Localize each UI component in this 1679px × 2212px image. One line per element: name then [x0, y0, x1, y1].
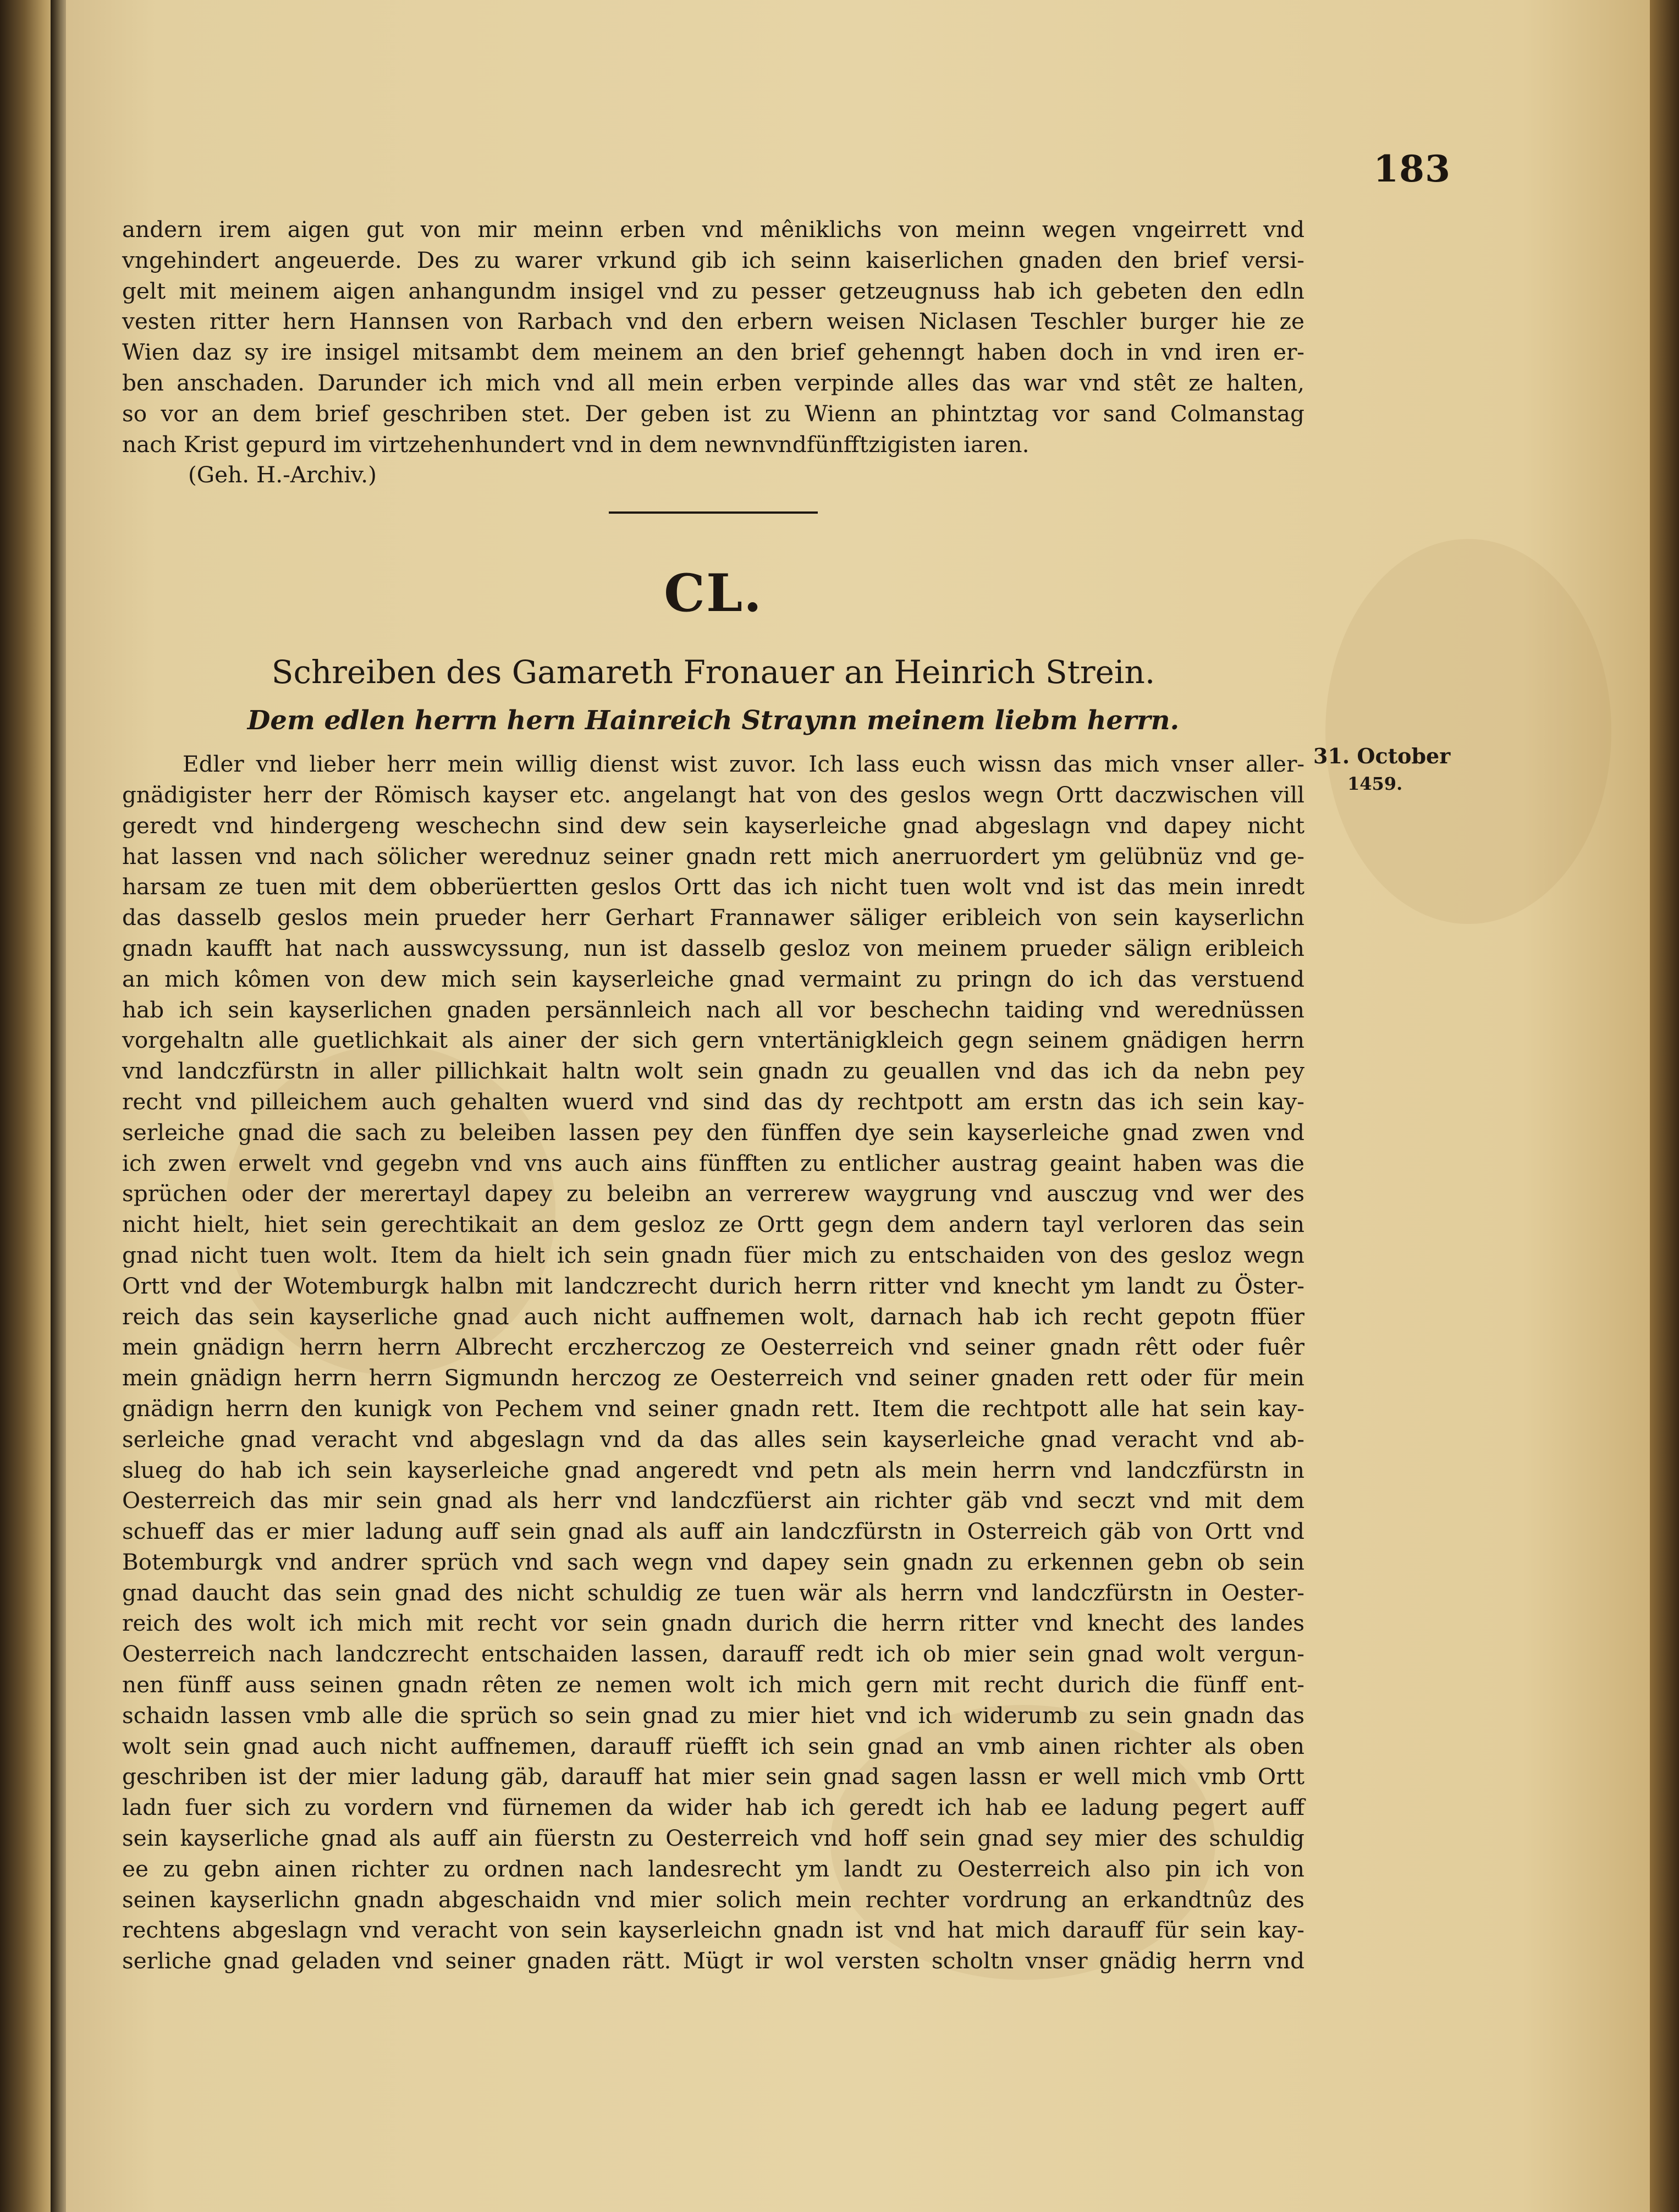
text-line: ich zwen erwelt vnd gegebn vnd vns auch ains fünfften zu entlicher austrag geaint haben was die: [122, 1149, 1304, 1176]
text-line: geredt vnd hindergeng weschechn sind dew sein kayserleiche gnad abgeslagn vnd dapey nicht: [122, 812, 1304, 839]
page-right-edge: [1650, 0, 1679, 2212]
paper-stain: [1325, 539, 1611, 924]
letter-body: [122, 749, 1304, 1977]
text-line: Ortt vnd der Wotemburgk halbn mit landczrecht durich herrn ritter vnd knecht ym landt zu Öster-: [122, 1272, 1304, 1299]
text-line: vngehindert angeuerde. Des zu warer vrkund gib ich seinn kaiserlichen gnaden den brief versi-: [122, 246, 1304, 273]
page-number: 183: [1373, 147, 1451, 190]
text-line: gnädign herrn den kunigk von Pechem vnd seiner gnadn rett. Item die rechtpott alle hat sein kay-: [122, 1395, 1304, 1422]
text-line: mein gnädign herrn herrn Albrecht erczherczog ze Oesterreich vnd seiner gnadn rêtt oder fuêr: [122, 1334, 1304, 1361]
text-line: sprüchen oder der merertayl dapey zu beleibn an verrerew waygrung vnd ausczug vnd wer des: [122, 1180, 1304, 1207]
text-line: serleiche gnad die sach zu beleiben lassen pey den fünffen dye sein kayserleiche gnad zwen vnd: [122, 1119, 1304, 1146]
text-line: gelt mit meinem aigen anhangundm insigel vnd zu pesser getzeugnuss hab ich gebeten den edln: [122, 277, 1304, 304]
letter-address: Dem edlen herrn hern Hainreich Straynn meinem liebm herrn.: [247, 705, 1180, 736]
text-block: [122, 214, 1304, 1977]
text-line: nicht hielt, hiet sein gerechtikait an dem gesloz ze Ortt gegn dem andern tayl verloren das sein: [122, 1211, 1304, 1238]
text-line: das dasselb geslos mein prueder herr Gerhart Frannawer säliger eribleich von sein kayserlichn: [122, 904, 1304, 931]
text-line: harsam ze tuen mit dem obberüertten geslos Ortt das ich nicht tuen wolt vnd ist das mein inredt: [122, 873, 1304, 900]
text-line: nach Krist gepurd im virtzehenhundert vnd in dem newnvndfünfftzigisten iaren.: [122, 431, 1030, 458]
text-line: Wien daz sy ire insigel mitsambt dem meinem an den brief gehenngt haben doch in vnd iren er-: [122, 339, 1304, 366]
text-line: ee zu gebn ainen richter zu ordnen nach landesrecht ym landt zu Oesterreich also pin ich von: [122, 1855, 1304, 1882]
text-line: gnädigister herr der Römisch kayser etc. angelangt hat von des geslos wegn Ortt daczwischen vill: [122, 781, 1304, 808]
text-line: slueg do hab ich sein kayserleiche gnad angeredt vnd petn als mein herrn vnd landczfürstn in: [122, 1456, 1304, 1483]
text-line: andern irem aigen gut von mir meinn erben vnd mêniklichs von meinn wegen vngeirrett vnd: [122, 216, 1304, 243]
document-title: Schreiben des Gamareth Fronauer an Heinrich Strein.: [271, 653, 1155, 691]
text-line: vorgehaltn alle guetlichkait als ainer der sich gern vntertänigkleich gegn seinem gnädigen herrn: [122, 1027, 1304, 1054]
text-line: Oesterreich das mir sein gnad als herr vnd landczfüerst ain richter gäb vnd seczt vnd mit dem: [122, 1487, 1304, 1514]
margin-date-year: 1459.: [1347, 773, 1403, 794]
text-line: wolt sein gnad auch nicht auffnemen, darauff rüefft ich sein gnad an vmb ainen richter als oben: [122, 1732, 1304, 1759]
text-line: vnd landczfürstn in aller pillichkait haltn wolt sein gnadn zu geuallen vnd das ich da nebn pey: [122, 1058, 1304, 1085]
source-reference: (Geh. H.-Archiv.): [188, 461, 377, 488]
text-line: rechtens abgeslagn vnd veracht von sein kayserleichn gnadn ist vnd hat mich darauff für sein kay-: [122, 1917, 1304, 1944]
text-line: gnadn kaufft hat nach ausswcyssung, nun ist dasselb gesloz von meinem prueder sälign eribleich: [122, 934, 1304, 961]
document-number: CL.: [664, 563, 763, 624]
text-line: Botemburgk vnd andrer sprüch vnd sach wegn vnd dapey sein gnadn zu erkennen gebn ob sein: [122, 1548, 1304, 1575]
text-line: schaidn lassen vmb alle die sprüch so sein gnad zu mier hiet vnd ich widerumb zu sein gnadn das: [122, 1702, 1304, 1729]
text-line: serleiche gnad veracht vnd abgeslagn vnd da das alles sein kayserleiche gnad veracht vnd ab-: [122, 1426, 1304, 1452]
text-line: sein kayserliche gnad als auff ain füerstn zu Oesterreich vnd hoff sein gnad sey mier des schuldig: [122, 1825, 1304, 1852]
text-line: schueff das er mier ladung auff sein gnad als auff ain landczfürstn in Osterreich gäb von Ortt vnd: [122, 1518, 1304, 1545]
text-line: reich das sein kayserliche gnad auch nicht auffnemen wolt, darnach hab ich recht gepotn ffüer: [122, 1303, 1304, 1330]
text-line: ladn fuer sich zu vordern vnd fürnemen da wider hab ich geredt ich hab ee ladung pegert auff: [122, 1794, 1304, 1821]
text-line: hat lassen vnd nach sölicher werednuz seiner gnadn rett mich anerruordert ym gelübnüz vnd ge-: [122, 843, 1304, 870]
text-line: recht vnd pilleichem auch gehalten wuerd vnd sind das dy rechtpott am erstn das ich sein kay-: [122, 1088, 1304, 1115]
text-line: reich des wolt ich mich mit recht vor sein gnadn durich die herrn ritter vnd knecht des landes: [122, 1610, 1304, 1637]
text-line: vesten ritter hern Hannsen von Rarbach vnd den erbern weisen Niclasen Teschler burger hie ze: [122, 308, 1304, 335]
margin-date-note: [1313, 742, 1450, 797]
text-line: gnad daucht das sein gnad des nicht schuldig ze tuen wär als herrn vnd landczfürstn in Oester-: [122, 1579, 1304, 1606]
text-line: so vor an dem brief geschriben stet. Der geben ist zu Wienn an phintztag vor sand Colmanstag: [122, 400, 1304, 427]
text-line: ben anschaden. Darunder ich mich vnd all mein erben verpinde alles das war vnd stêt ze halten,: [122, 369, 1304, 396]
margin-date-day: 31. October: [1313, 744, 1451, 768]
text-line: seinen kayserlichn gnadn abgeschaidn vnd mier solich mein rechter vordrung an erkandtnûz des: [122, 1886, 1304, 1913]
continuation-paragraph: [122, 214, 1304, 460]
text-line: geschriben ist der mier ladung gäb, darauff hat mier sein gnad sagen lassn er well mich vmb Ortt: [122, 1763, 1304, 1790]
text-line: mein gnädign herrn herrn Sigmundn herczog ze Oesterreich vnd seiner gnaden rett oder für mein: [122, 1364, 1304, 1391]
text-line: hab ich sein kayserlichen gnaden persännleich nach all vor beschechn taiding vnd werednüssen: [122, 996, 1304, 1023]
text-line: gnad nicht tuen wolt. Item da hielt ich sein gnadn füer mich zu entschaiden von des gesloz wegn: [122, 1241, 1304, 1268]
text-line: nen fünff auss seinen gnadn rêten ze nemen wolt ich mich gern mit recht durich die fünff ent-: [122, 1671, 1304, 1698]
text-line: an mich kômen von dew mich sein kayserleiche gnad vermaint zu pringn do ich das verstuend: [122, 965, 1304, 992]
text-line: Oesterreich nach landczrecht entschaiden lassen, darauff redt ich ob mier sein gnad wolt vergun-: [122, 1641, 1304, 1668]
binding-gutter: [51, 0, 66, 2212]
section-divider: [609, 511, 818, 514]
text-line: serliche gnad geladen vnd seiner gnaden rätt. Mügt ir wol versten scholtn vnser gnädig herrn vnd: [122, 1947, 1304, 1974]
text-line: Edler vnd lieber herr mein willig dienst wist zuvor. Ich lass euch wissn das mich vnser aller-: [183, 751, 1304, 778]
